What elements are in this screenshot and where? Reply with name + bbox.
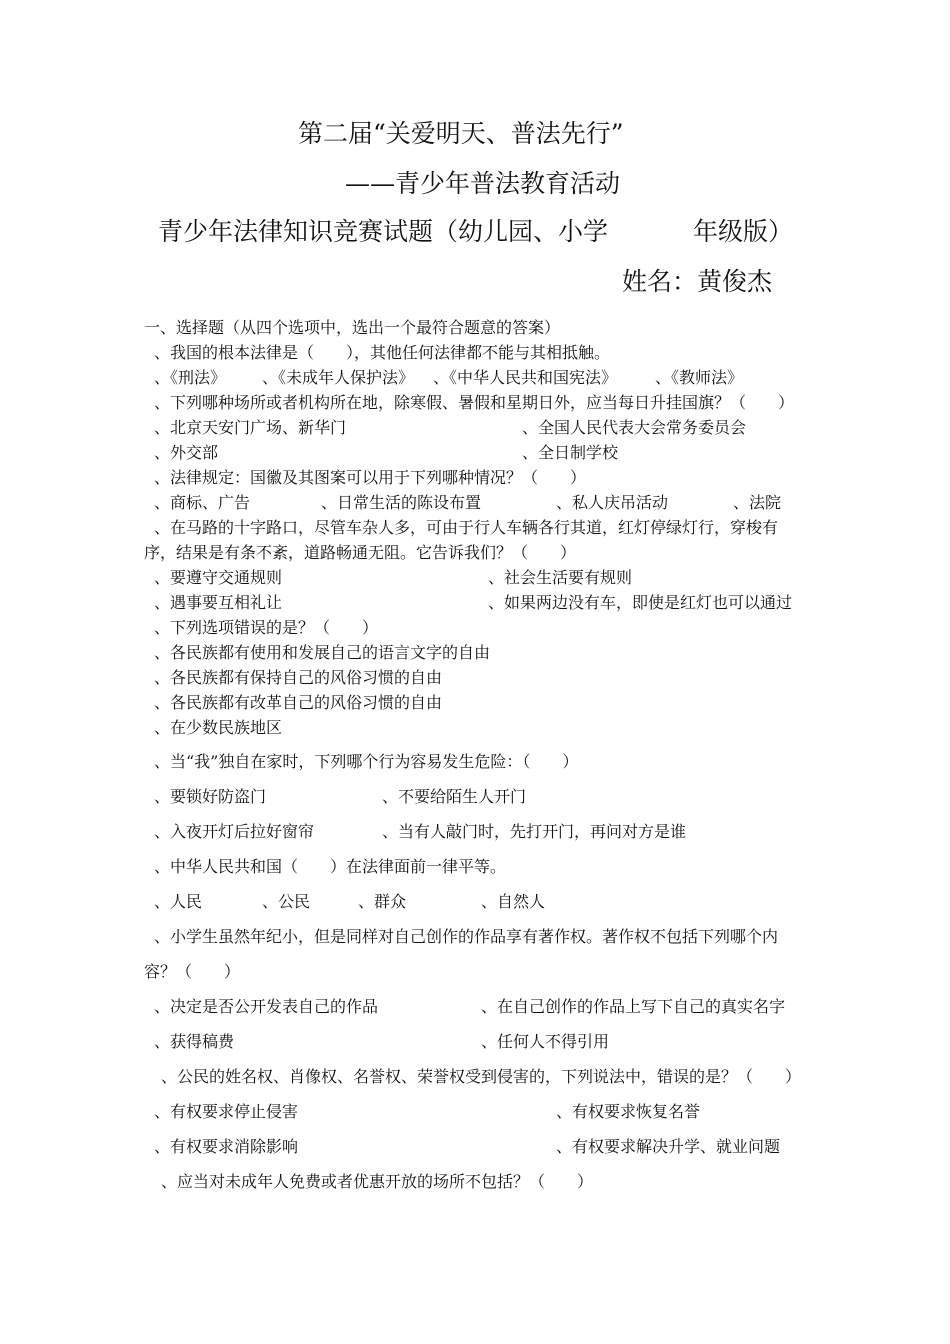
- q2-option-b: 、全国人民代表大会常务委员会: [522, 418, 747, 437]
- q6-option-a: 、要锁好防盗门: [154, 787, 267, 806]
- question-3: 、法律规定：国徽及其图案可以用于下列哪种情况？（ ）: [154, 468, 587, 487]
- q4-option-a: 、要遵守交通规则: [154, 568, 283, 587]
- q9-option-c: 、有权要求消除影响: [154, 1137, 299, 1156]
- q9-option-a: 、有权要求停止侵害: [154, 1102, 299, 1121]
- q3-option-a: 、商标、广告: [154, 493, 251, 512]
- q7-option-d: 、自然人: [481, 892, 546, 911]
- q1-option-d: 、《教师法》: [655, 368, 744, 387]
- q5-option-a: 、各民族都有使用和发展自己的语言文字的自由: [154, 643, 491, 662]
- title-line-1: 第二届“关爱明天、普法先行”: [298, 119, 624, 148]
- question-4-line-1: 、在马路的十字路口，尽管车杂人多，可由于行人车辆各行其道，红灯停绿灯行，穿梭有: [154, 518, 779, 537]
- student-name: 姓名：黄俊杰: [622, 267, 773, 296]
- q4-option-c: 、遇事要互相礼让: [154, 593, 283, 612]
- q7-option-a: 、人民: [154, 892, 203, 911]
- q7-option-c: 、群众: [358, 892, 407, 911]
- q6-option-b: 、不要给陌生人开门: [382, 787, 527, 806]
- q8-option-c: 、获得稿费: [154, 1032, 235, 1051]
- q6-option-c: 、入夜开灯后拉好窗帘: [154, 822, 315, 841]
- q5-option-c: 、各民族都有改革自己的风俗习惯的自由: [154, 693, 443, 712]
- q4-option-b: 、社会生活要有规则: [488, 568, 633, 587]
- title-line-2: ——青少年普法教育活动: [345, 169, 621, 198]
- q4-option-d: 、如果两边没有车，即使是红灯也可以通过: [488, 593, 793, 612]
- q3-option-b: 、日常生活的陈设布置: [321, 493, 482, 512]
- question-1: 、我国的根本法律是（ ），其他任何法律都不能与其相抵触。: [154, 343, 611, 362]
- section-heading: 一、选择题（从四个选项中，选出一个最符合题意的答案）: [144, 318, 561, 337]
- question-8-line-2: 容？（ ）: [144, 962, 241, 981]
- q1-option-b: 、《未成年人保护法》: [262, 368, 415, 387]
- question-2: 、下列哪种场所或者机构所在地，除寒假、暑假和星期日外，应当每日升挂国旗？（ ）: [154, 393, 795, 412]
- question-5: 、下列选项错误的是？（ ）: [154, 618, 379, 637]
- q5-option-b: 、各民族都有保持自己的风俗习惯的自由: [154, 668, 443, 687]
- q1-option-c: 、《中华人民共和国宪法》: [433, 368, 618, 387]
- question-6: 、当“我”独自在家时，下列哪个行为容易发生危险：（ ）: [154, 752, 579, 771]
- q9-option-b: 、有权要求恢复名誉: [556, 1102, 701, 1121]
- question-4-line-2: 序，结果是有条不紊，道路畅通无阻。它告诉我们？（ ）: [144, 543, 577, 562]
- q7-option-b: 、公民: [262, 892, 311, 911]
- q2-option-c: 、外交部: [154, 443, 219, 462]
- question-9: 、公民的姓名权、肖像权、名誉权、荣誉权受到侵害的，下列说法中，错误的是？（ ）: [161, 1067, 802, 1086]
- q1-option-a: 、《刑法》: [154, 368, 227, 387]
- q6-option-d: 、当有人敲门时，先打开门，再问对方是谁: [382, 822, 687, 841]
- question-10: 、应当对未成年人免费或者优惠开放的场所不包括？（ ）: [161, 1172, 594, 1191]
- q2-option-a: 、北京天安门广场、新华门: [154, 418, 347, 437]
- title-line-3-part2: 年级版）: [693, 217, 794, 246]
- question-8-line-1: 、小学生虽然年纪小，但是同样对自己创作的作品享有著作权。著作权不包括下列哪个内: [154, 927, 779, 946]
- q3-option-c: 、私人庆吊活动: [556, 493, 669, 512]
- q8-option-d: 、任何人不得引用: [481, 1032, 610, 1051]
- q8-option-b: 、在自己创作的作品上写下自己的真实名字: [481, 997, 786, 1016]
- q3-option-d: 、法院: [733, 493, 782, 512]
- title-line-3-part1: 青少年法律知识竞赛试题（幼儿园、小学: [158, 217, 609, 246]
- q8-option-a: 、决定是否公开发表自己的作品: [154, 997, 379, 1016]
- q9-option-d: 、有权要求解决升学、就业问题: [556, 1137, 781, 1156]
- question-7: 、中华人民共和国（ ）在法律面前一律平等。: [154, 857, 507, 876]
- q5-option-d: 、在少数民族地区: [154, 718, 283, 737]
- q2-option-d: 、全日制学校: [522, 443, 619, 462]
